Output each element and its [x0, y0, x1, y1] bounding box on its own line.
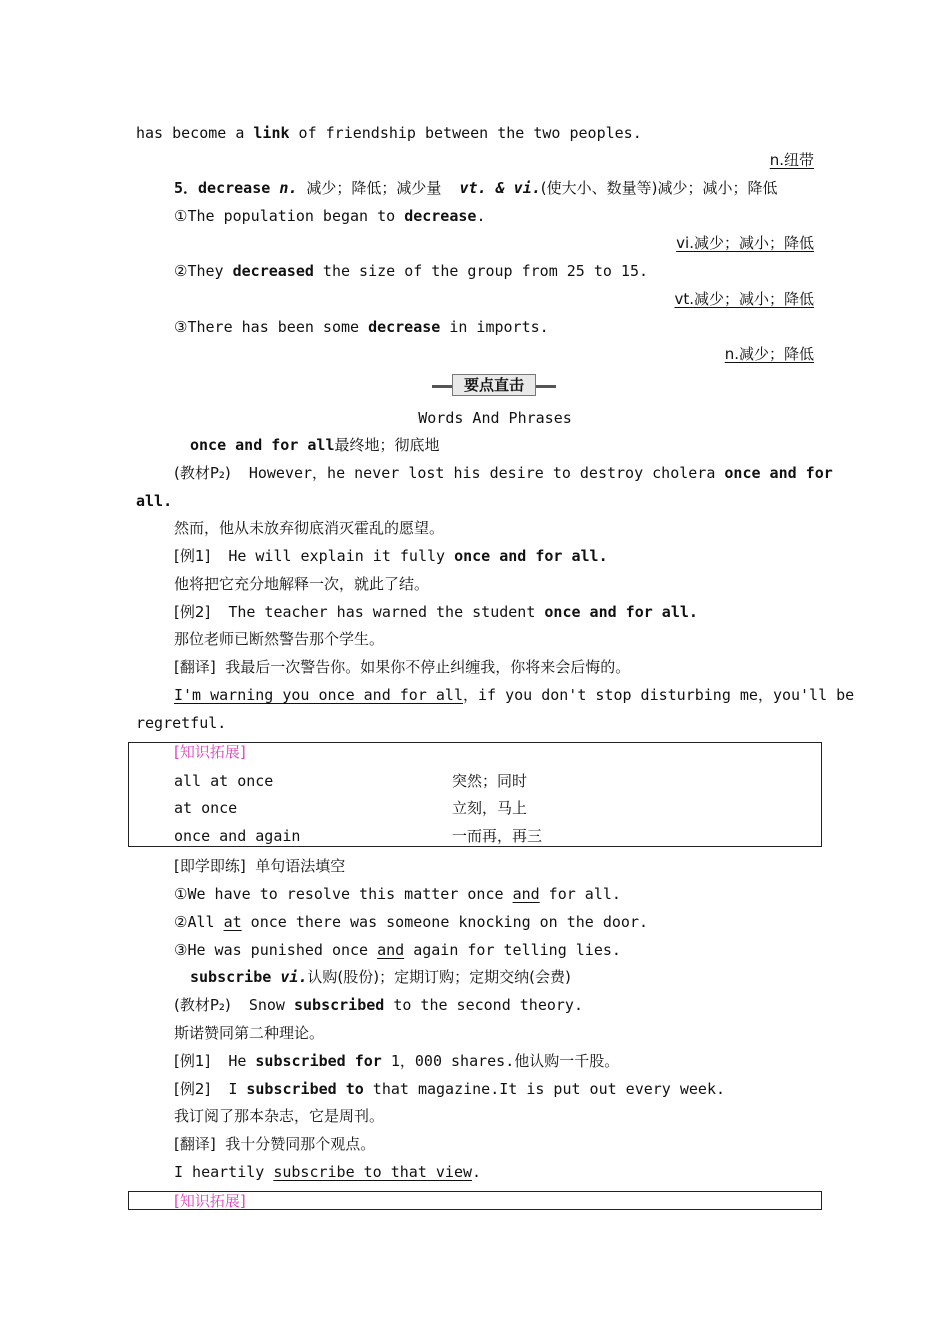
translate-prompt: 我最后一次警告你。如果你不停止纠缠我，你将来会后悔的。 [225, 658, 631, 676]
gloss-ex3: n.减少；降低 [724, 345, 814, 363]
phrase1-ex1 [174, 546, 608, 566]
extension-label: [知识拓展] [174, 743, 246, 761]
text: that magazine.It is put out every week. [363, 1080, 726, 1098]
phrase1-head [190, 435, 440, 455]
text: in imports. [440, 318, 549, 336]
phrase1-ex1-zh: 他将把它充分地解释一次，就此了结。 [174, 575, 430, 593]
entry-def: (使大小、数量等)减少；减小；降低 [540, 179, 778, 197]
practice-q2 [174, 912, 648, 932]
text: I heartily [174, 1163, 274, 1181]
text: 1，000 shares.他认购一千股。 [381, 1052, 620, 1070]
entry-pos: vt. & vi. [459, 179, 541, 197]
text: once there was someone knocking on the door. [241, 913, 649, 931]
keyword: link [253, 124, 290, 142]
answer: and [377, 941, 405, 959]
keyword: decrease [368, 318, 441, 336]
word5-example-3 [174, 317, 549, 337]
text: ，if you don't stop disturbing me，you'll be [462, 686, 855, 704]
section-heading [432, 373, 556, 399]
text: ②They [174, 262, 233, 280]
text: ③There has been some [174, 318, 369, 336]
practice-q3 [174, 940, 621, 960]
extension-row: at once [174, 799, 238, 817]
word5-example-2 [174, 261, 648, 281]
answer: and [512, 885, 540, 903]
phrase1-answer [174, 685, 854, 705]
gloss-link: n.纽带 [769, 151, 814, 169]
text: has become a [136, 124, 254, 142]
text: . [476, 207, 486, 225]
phrase2-ex2 [174, 1079, 725, 1099]
extension-row-meaning: 一而再，再三 [452, 827, 543, 845]
text: the size of the group from 25 to 15. [313, 262, 649, 280]
answer: I'm warning you once and for all [174, 686, 463, 704]
heading-rule-right [534, 385, 556, 388]
practice-title: 单句语法填空 [255, 857, 346, 875]
answer: subscribe to that view [273, 1163, 473, 1181]
phrase-pos: vi. [280, 968, 308, 986]
section-subheading: Words And Phrases [418, 409, 572, 427]
word5-example-1 [174, 206, 485, 226]
keyword: once and for [724, 464, 833, 482]
translate-label: [翻译] [174, 658, 216, 676]
phrase1-translate [174, 657, 630, 677]
phrase2-translate [174, 1134, 375, 1154]
text: The teacher has warned the student [228, 603, 545, 621]
text: . [472, 1163, 482, 1181]
phrase1-ex2 [174, 602, 698, 622]
practice-label: [即学即练] [174, 857, 246, 875]
text: He will explain it fully [228, 547, 455, 565]
translate-prompt: 我十分赞同那个观点。 [225, 1135, 376, 1153]
extension-row: once and again [174, 827, 301, 845]
extension-label: [知识拓展] [174, 1192, 246, 1210]
text: I [228, 1080, 247, 1098]
example-label: [例2] [174, 603, 211, 621]
phrase2-ex2-zh: 我订阅了那本杂志，它是周刊。 [174, 1107, 385, 1125]
phrase: once and for all [190, 436, 335, 454]
text: ③He was punished once [174, 941, 378, 959]
extension-row: all at once [174, 772, 274, 790]
extension-row-meaning: 立刻，马上 [452, 799, 528, 817]
text: However，he never lost his desire to destroy cholera [248, 464, 725, 482]
text: ①We have to resolve this matter once [174, 885, 513, 903]
keyword: subscribed for [255, 1052, 382, 1070]
text: of friendship between the two peoples. [289, 124, 642, 142]
practice-q1 [174, 884, 621, 904]
keyword: subscribed to [246, 1080, 364, 1098]
word5-entry [174, 178, 777, 198]
phrase2-textbook-zh: 斯诺赞同第二种理论。 [174, 1024, 325, 1042]
answer: at [223, 913, 242, 931]
example-label: [例1] [174, 1052, 211, 1070]
text: Snow [248, 996, 294, 1014]
phrase1-ex2-zh: 那位老师已断然警告那个学生。 [174, 630, 385, 648]
phrase-meaning: 最终地；彻底地 [334, 436, 440, 454]
entry-word: decrease [198, 179, 271, 197]
example-label: [例1] [174, 547, 211, 565]
example-label: [例2] [174, 1080, 211, 1098]
textbook-label: (教材P₂) [174, 464, 231, 482]
phrase2-head [190, 967, 571, 987]
phrase1-textbook-cont: all. [136, 492, 173, 510]
entry-pos: n. [279, 179, 298, 197]
text: for all. [539, 885, 621, 903]
sentence-link [136, 123, 642, 143]
heading-rule-left [432, 385, 454, 388]
text: ②All [174, 913, 224, 931]
phrase2-answer [174, 1162, 481, 1182]
textbook-label: (教材P₂) [174, 996, 231, 1014]
gloss-ex1: vi.减少；减小；降低 [676, 234, 814, 252]
entry-number: 5． [174, 179, 199, 197]
section-heading-label: 要点直击 [452, 374, 536, 396]
translate-label: [翻译] [174, 1135, 216, 1153]
text: to the second theory. [384, 996, 583, 1014]
phrase1-textbook [174, 463, 833, 483]
extension-row-meaning: 突然；同时 [452, 772, 528, 790]
gloss-ex2: vt.减少；减小；降低 [674, 290, 814, 308]
practice-header [174, 856, 345, 876]
keyword: once and for all. [454, 547, 608, 565]
phrase: subscribe [190, 968, 272, 986]
text: He [228, 1052, 256, 1070]
keyword: once and for all. [544, 603, 698, 621]
keyword: decreased [232, 262, 314, 280]
text: again for telling lies. [404, 941, 621, 959]
keyword: subscribed [293, 996, 385, 1014]
phrase1-textbook-zh: 然而，他从未放弃彻底消灭霍乱的愿望。 [174, 519, 445, 537]
keyword: decrease [404, 207, 477, 225]
phrase-meaning: 认购(股份)；定期订购；定期交纳(会费) [307, 968, 571, 986]
phrase1-answer-cont: regretful. [136, 714, 227, 732]
phrase2-textbook [174, 995, 583, 1015]
entry-def: 减少；降低；减少量 [306, 179, 442, 197]
text: ①The population began to [174, 207, 405, 225]
phrase2-ex1 [174, 1051, 619, 1071]
